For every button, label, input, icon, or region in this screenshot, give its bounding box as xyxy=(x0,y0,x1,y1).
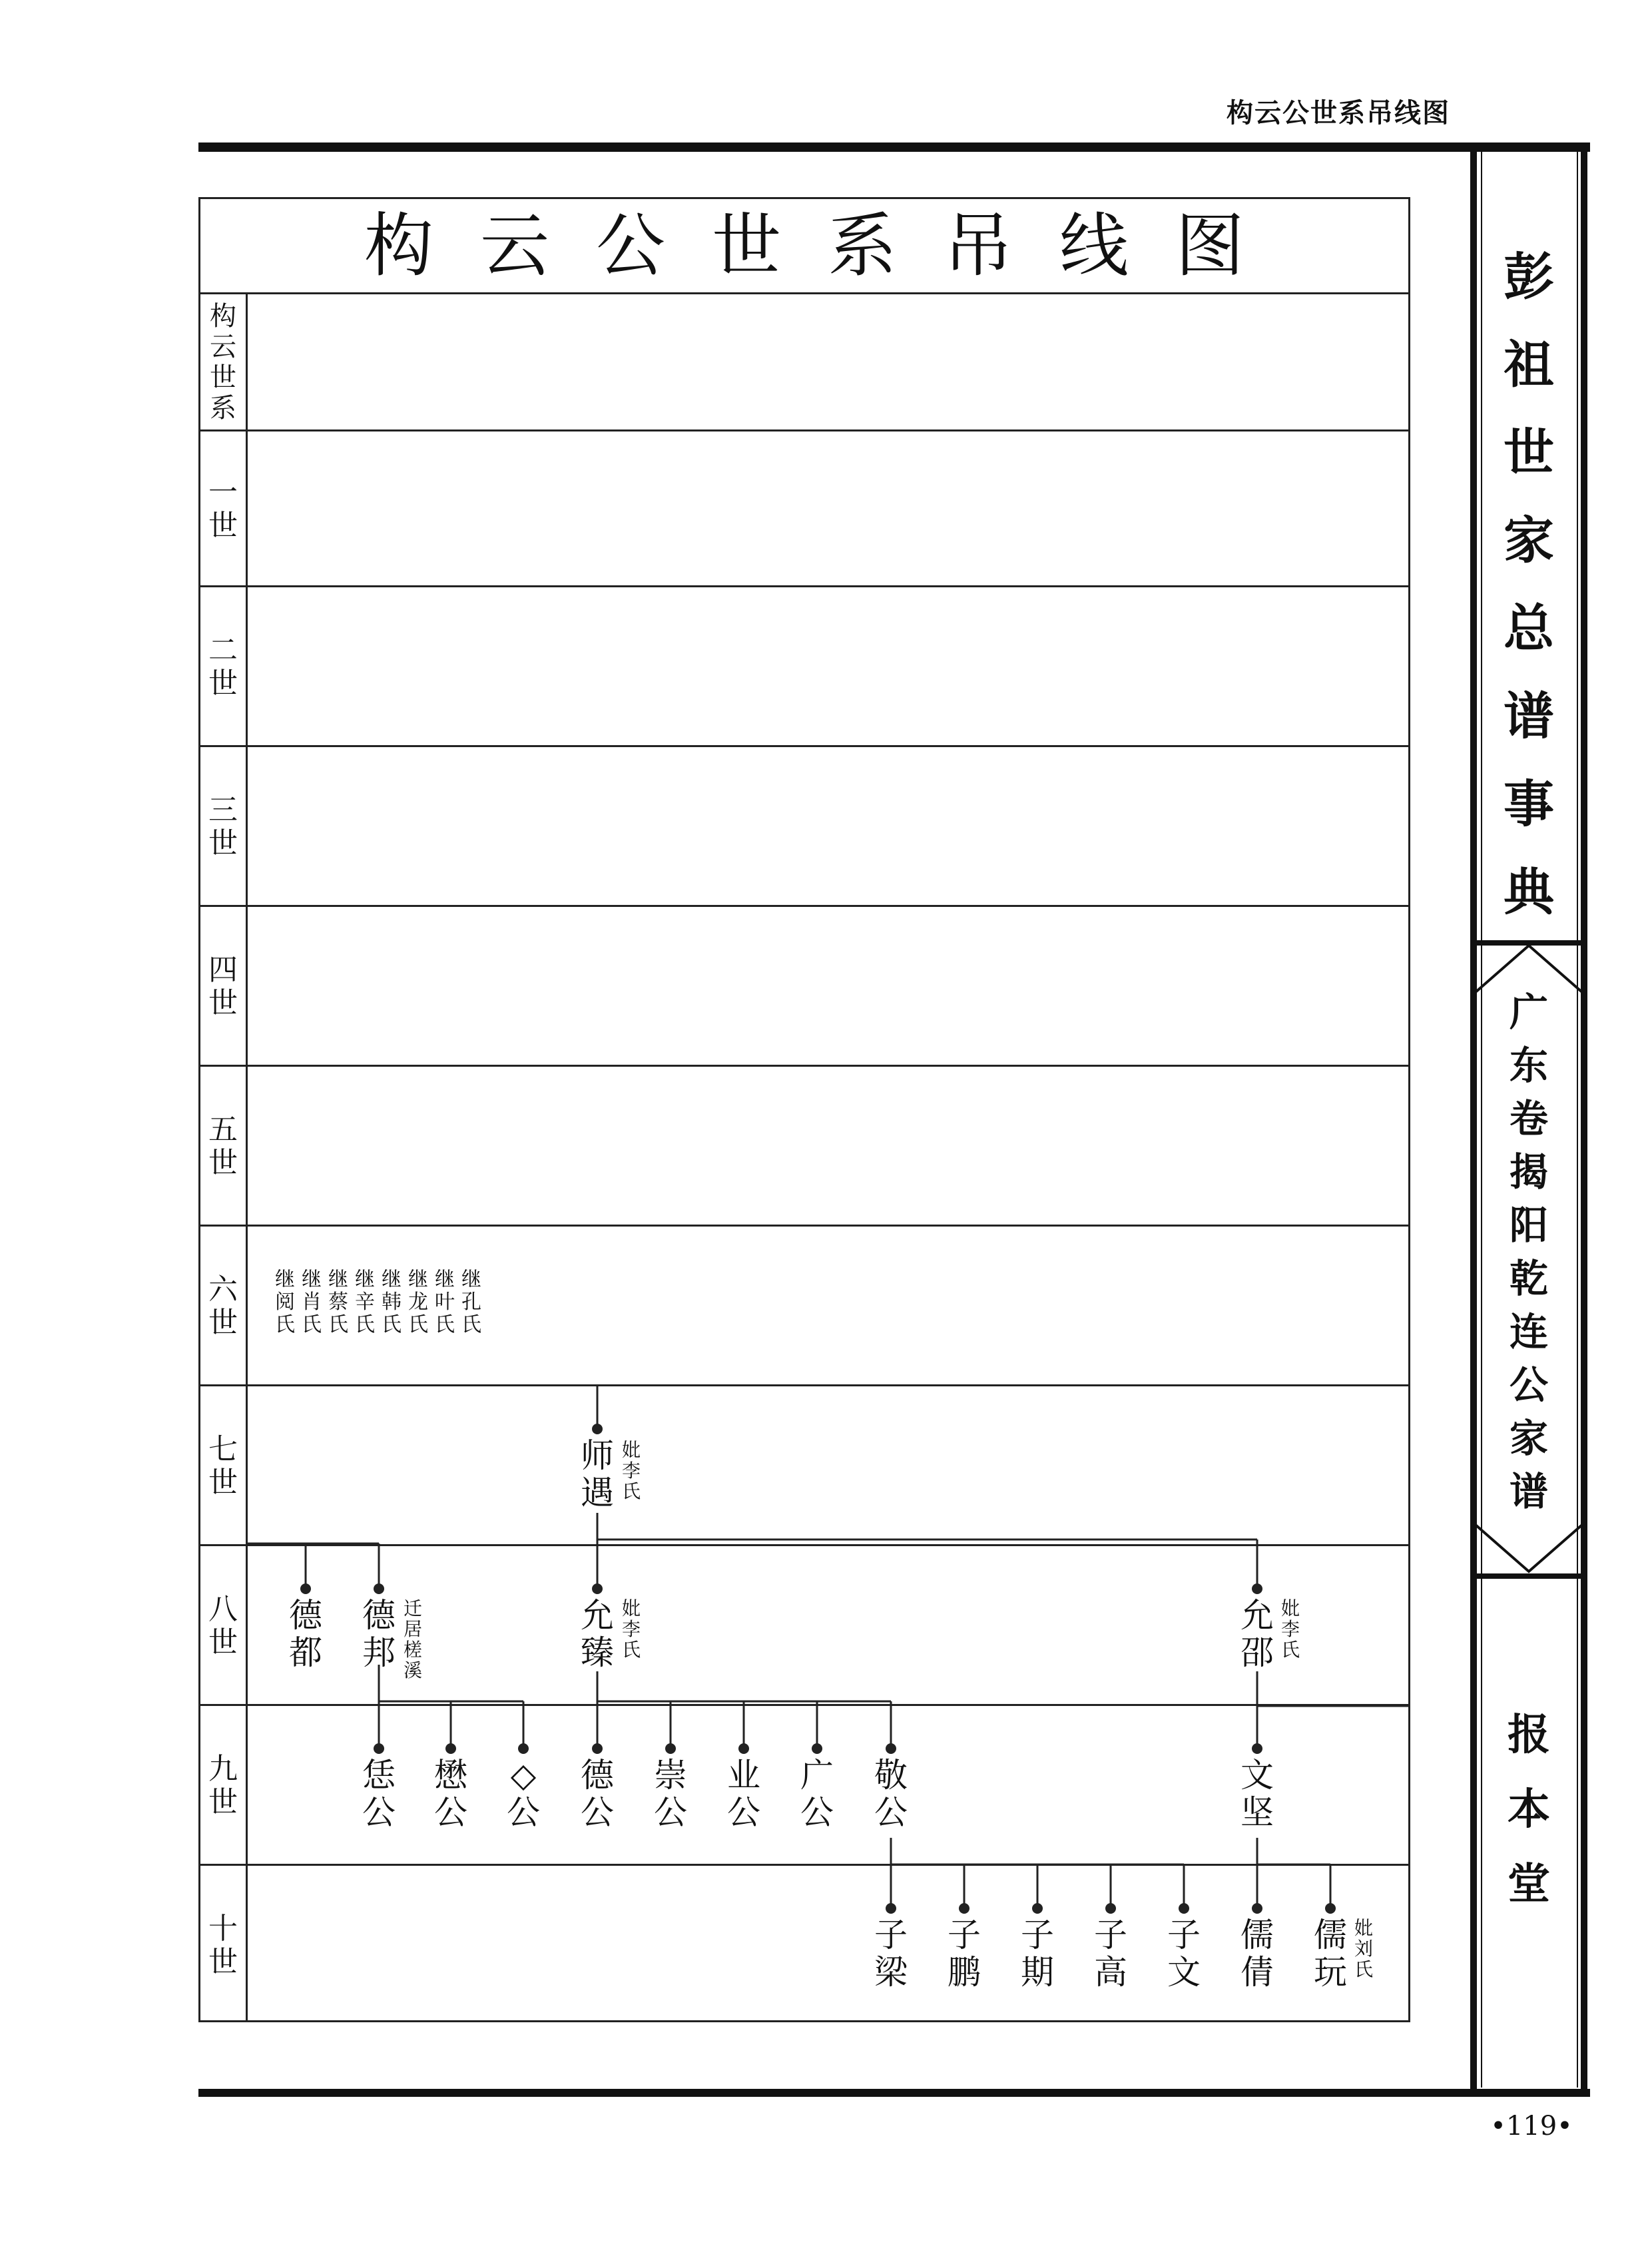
person-menggong: 懋 公 xyxy=(434,1756,467,1832)
person-yunshao: 允 邵 xyxy=(1240,1596,1274,1672)
person-ziwen: 子 文 xyxy=(1167,1916,1201,1992)
person-note: 妣 李 氏 xyxy=(1280,1597,1300,1661)
wife-entry: 继 阅 氏 xyxy=(275,1268,295,1336)
generation-label: 六 世 xyxy=(208,1272,238,1340)
wife-entry: 继 肖 氏 xyxy=(302,1268,322,1336)
hall-title: 报 本 堂 xyxy=(1508,1711,1550,1909)
person-dedu: 德 都 xyxy=(289,1596,322,1672)
person-sigong: 恁 公 xyxy=(362,1756,396,1832)
wife-entry: 继 叶 氏 xyxy=(435,1268,455,1336)
wife-entry: 继 孔 氏 xyxy=(461,1268,481,1336)
person-shiyu: 师 遇 xyxy=(581,1436,614,1512)
person-yunzhen: 允 臻 xyxy=(581,1596,614,1672)
volume-title: 广 东 卷 揭 阳 乾 连 公 家 谱 xyxy=(1509,989,1548,1514)
generation-label: 八 世 xyxy=(208,1592,238,1659)
generation-label: 四 世 xyxy=(208,953,238,1020)
generation-label: 构 云 世 系 xyxy=(210,301,236,423)
person-ruqian: 儒 倩 xyxy=(1240,1916,1274,1992)
page-number: •119• xyxy=(1490,2111,1573,2141)
running-head: 构云公世系吊线图 xyxy=(1227,98,1450,129)
generation-label: 九 世 xyxy=(208,1752,238,1819)
person-guanggong: 广 公 xyxy=(800,1756,834,1832)
person-ziliang: 子 梁 xyxy=(874,1916,908,1992)
wife-entry: 继 韩 氏 xyxy=(382,1268,402,1336)
person-diamondgong: ◇ 公 xyxy=(507,1756,540,1832)
generation-label: 三 世 xyxy=(208,793,238,860)
person-note: 迁 居 槎 溪 xyxy=(403,1597,422,1681)
person-debang: 德 邦 xyxy=(362,1596,396,1672)
wife-entry: 继 龙 氏 xyxy=(408,1268,428,1336)
generation-label: 二 世 xyxy=(208,633,238,701)
wife-entry: 继 蔡 氏 xyxy=(328,1268,348,1336)
generation-label: 十 世 xyxy=(208,1912,238,1979)
generation-label: 一 世 xyxy=(208,475,238,543)
wife-entry: 继 辛 氏 xyxy=(355,1268,375,1336)
person-note: 妣 李 氏 xyxy=(621,1597,641,1661)
generation-label: 七 世 xyxy=(208,1432,238,1500)
person-chonggong: 崇 公 xyxy=(654,1756,687,1832)
person-wenjian: 文 坚 xyxy=(1240,1756,1274,1832)
book-title: 彭 祖 世 家 总 谱 事 典 xyxy=(1504,247,1554,922)
person-zigao: 子 高 xyxy=(1094,1916,1127,1992)
generation-label: 五 世 xyxy=(208,1113,238,1180)
person-degong: 德 公 xyxy=(581,1756,614,1832)
chart-title: 构云公世系吊线图 xyxy=(198,197,1410,294)
person-jinggong: 敬 公 xyxy=(874,1756,908,1832)
person-ruwan: 儒 玩 xyxy=(1314,1916,1347,1992)
person-zipeng: 子 鹏 xyxy=(948,1916,981,1992)
person-note: 妣 刘 氏 xyxy=(1354,1917,1373,1980)
person-yegong: 业 公 xyxy=(727,1756,760,1832)
person-note: 妣 李 氏 xyxy=(621,1439,641,1502)
person-ziqi: 子 期 xyxy=(1021,1916,1054,1992)
